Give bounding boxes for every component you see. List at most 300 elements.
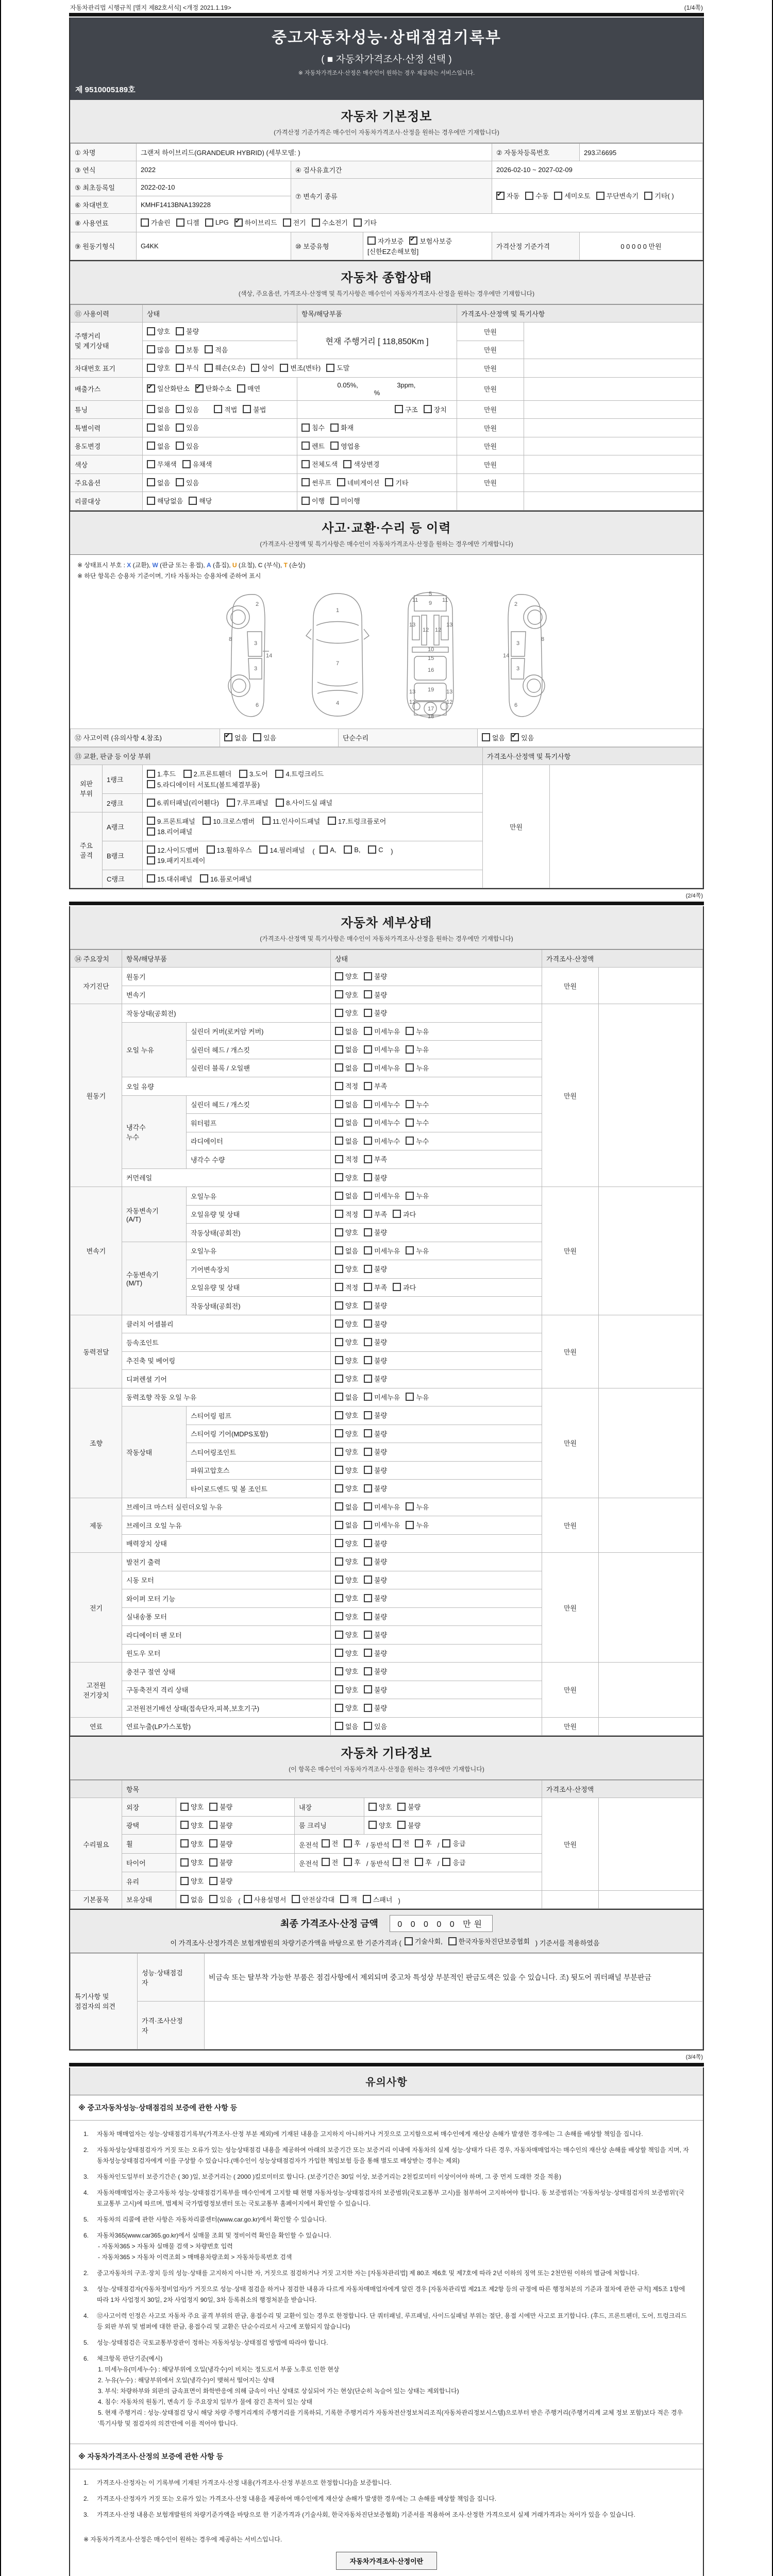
checkbox-불량[interactable]: [364, 1612, 387, 1621]
checkbox-icon[interactable]: [364, 1009, 372, 1017]
checkbox-icon[interactable]: [182, 460, 191, 468]
checkbox-icon[interactable]: [364, 1575, 372, 1584]
checkbox-10.크로스멤버[interactable]: [203, 816, 255, 826]
checkbox-icon[interactable]: [335, 1155, 343, 1163]
checkbox-icon[interactable]: [364, 1082, 372, 1090]
checkbox-icon[interactable]: [364, 1338, 372, 1346]
checkbox-icon[interactable]: [335, 1539, 343, 1547]
checkbox-일산화탄소[interactable]: [147, 383, 190, 393]
checkbox-icon[interactable]: [280, 364, 288, 372]
checkbox-양호[interactable]: [335, 1556, 358, 1566]
checkbox-icon[interactable]: [335, 1192, 343, 1200]
checkbox-icon[interactable]: [147, 827, 155, 836]
checkbox-icon[interactable]: [209, 1877, 217, 1885]
checkbox-미이행[interactable]: [330, 496, 360, 505]
checkbox-불량[interactable]: [364, 1483, 387, 1493]
checkbox-icon[interactable]: [176, 423, 184, 432]
checkbox-불량[interactable]: [364, 990, 387, 999]
checkbox-4.트렁크리드[interactable]: [275, 769, 324, 778]
checkbox-적정[interactable]: [335, 1154, 358, 1164]
checkbox-불량[interactable]: [364, 1630, 387, 1639]
checkbox-없음[interactable]: [335, 1136, 358, 1146]
checkbox-양호[interactable]: [335, 1429, 358, 1438]
checkbox-icon[interactable]: [312, 218, 320, 227]
checkbox-icon[interactable]: [147, 345, 155, 353]
checkbox-14.필러패널[interactable]: [259, 845, 305, 855]
checkbox-icon[interactable]: [364, 1228, 372, 1236]
checkbox-icon[interactable]: [364, 1722, 372, 1730]
checkbox-후[interactable]: [344, 1838, 361, 1848]
checkbox-icon[interactable]: [406, 1045, 414, 1054]
checkbox-icon[interactable]: [364, 1594, 372, 1602]
checkbox-icon[interactable]: [368, 1821, 377, 1829]
checkbox-양호[interactable]: [335, 1008, 358, 1018]
checkbox-양호[interactable]: [335, 1538, 358, 1548]
checkbox-icon[interactable]: [180, 1821, 189, 1829]
checkbox-부식[interactable]: [176, 363, 199, 372]
checkbox-icon[interactable]: [335, 1301, 343, 1310]
checkbox-없음[interactable]: [335, 1063, 358, 1073]
checkbox-icon[interactable]: [335, 1100, 343, 1108]
checkbox-없음[interactable]: [147, 404, 170, 414]
checkbox-icon[interactable]: [415, 1839, 423, 1848]
checkbox-불량[interactable]: [364, 1173, 387, 1182]
checkbox-icon[interactable]: [301, 460, 310, 468]
checkbox-해당[interactable]: [189, 496, 212, 505]
checkbox-icon[interactable]: [364, 1137, 372, 1145]
checkbox-없음[interactable]: [335, 1099, 358, 1109]
checkbox-icon[interactable]: [337, 478, 345, 486]
checkbox-13.휠하우스[interactable]: [207, 845, 252, 855]
checkbox-미세누수[interactable]: [364, 1117, 400, 1127]
checkbox-icon[interactable]: [335, 1557, 343, 1566]
checkbox-icon[interactable]: [335, 1009, 343, 1017]
checkbox-icon[interactable]: [364, 1411, 372, 1419]
checkbox-양호[interactable]: [335, 1465, 358, 1475]
checkbox-과다[interactable]: [393, 1282, 416, 1292]
checkbox-icon[interactable]: [335, 1210, 343, 1218]
checkbox-icon[interactable]: [147, 845, 155, 854]
checkbox-없음[interactable]: [335, 1392, 358, 1402]
checkbox-icon[interactable]: [364, 1100, 372, 1108]
checkbox-icon[interactable]: [409, 236, 417, 245]
checkbox-icon[interactable]: [364, 1118, 372, 1127]
checkbox-무채색[interactable]: [147, 459, 177, 469]
checkbox-양호[interactable]: [335, 1300, 358, 1310]
checkbox-icon[interactable]: [335, 1228, 343, 1236]
checkbox-불량[interactable]: [176, 326, 199, 336]
checkbox-불량[interactable]: [364, 1319, 387, 1329]
checkbox-icon[interactable]: [335, 972, 343, 980]
checkbox-icon[interactable]: [239, 770, 247, 778]
checkbox-icon[interactable]: [180, 1803, 189, 1811]
checkbox-LPG[interactable]: [205, 218, 229, 227]
checkbox-화재[interactable]: [330, 422, 354, 432]
checkbox-기타[interactable]: [354, 217, 377, 227]
checkbox-하이브리드[interactable]: [234, 217, 277, 227]
checkbox-미세누수[interactable]: [364, 1136, 400, 1146]
checkbox-icon[interactable]: [147, 770, 155, 778]
checkbox-있음[interactable]: [253, 733, 276, 742]
checkbox-유채색[interactable]: [182, 459, 212, 469]
checkbox-양호[interactable]: [335, 1355, 358, 1365]
checkbox-수동[interactable]: [525, 191, 548, 200]
checkbox-양호[interactable]: [147, 363, 170, 372]
checkbox-icon[interactable]: [442, 1858, 450, 1866]
checkbox-누유[interactable]: [406, 1502, 429, 1512]
checkbox-11.인사이드패널[interactable]: [262, 816, 320, 826]
checkbox-무단변속기[interactable]: [596, 191, 639, 200]
checkbox-누수[interactable]: [406, 1117, 429, 1127]
checkbox-icon[interactable]: [243, 405, 251, 413]
checkbox-icon[interactable]: [364, 1612, 372, 1620]
checkbox-영업용[interactable]: [330, 441, 360, 451]
checkbox-icon[interactable]: [364, 1246, 372, 1255]
checkbox-icon[interactable]: [364, 1356, 372, 1364]
checkbox-불량[interactable]: [209, 1839, 232, 1849]
checkbox-15.대쉬패널[interactable]: [147, 874, 192, 884]
checkbox-icon[interactable]: [176, 327, 184, 335]
checkbox-기타( )[interactable]: [644, 191, 674, 200]
checkbox-icon[interactable]: [367, 236, 376, 245]
checkbox-기타[interactable]: [385, 478, 408, 487]
checkbox-불량[interactable]: [364, 1337, 387, 1347]
checkbox-icon[interactable]: [343, 460, 351, 468]
checkbox-탄화수소[interactable]: [195, 383, 231, 393]
checkbox-icon[interactable]: [147, 817, 155, 825]
checkbox-icon[interactable]: [525, 192, 533, 200]
checkbox-자동[interactable]: [496, 191, 519, 200]
checkbox-미세누유[interactable]: [364, 1246, 400, 1256]
checkbox-icon[interactable]: [147, 384, 155, 393]
checkbox-icon[interactable]: [330, 442, 339, 450]
checkbox-icon[interactable]: [406, 1393, 414, 1401]
checkbox-icon[interactable]: [335, 1356, 343, 1364]
checkbox-불량[interactable]: [364, 1447, 387, 1456]
checkbox-색상변경[interactable]: [343, 459, 379, 469]
checkbox-icon[interactable]: [176, 405, 184, 413]
checkbox-icon[interactable]: [205, 364, 213, 372]
checkbox-불량[interactable]: [364, 1648, 387, 1658]
checkbox-icon[interactable]: [335, 1265, 343, 1273]
checkbox-icon[interactable]: [482, 733, 490, 741]
checkbox-icon[interactable]: [180, 1895, 189, 1903]
checkbox-없음[interactable]: [335, 1520, 358, 1530]
checkbox-icon[interactable]: [364, 1466, 372, 1474]
checkbox-icon[interactable]: [335, 1612, 343, 1620]
checkbox-2.프론트휀더[interactable]: [183, 769, 232, 778]
checkbox-icon[interactable]: [406, 1100, 414, 1108]
checkbox-icon[interactable]: [335, 1667, 343, 1675]
checkbox-icon[interactable]: [335, 1575, 343, 1584]
checkbox-icon[interactable]: [244, 1895, 252, 1903]
checkbox-전[interactable]: [393, 1838, 410, 1848]
checkbox-icon[interactable]: [496, 192, 505, 200]
checkbox-icon[interactable]: [183, 770, 192, 778]
checkbox-한국자동차진단보증협회[interactable]: [448, 1936, 530, 1946]
checkbox-있음[interactable]: [176, 441, 199, 451]
checkbox-적정[interactable]: [335, 1081, 358, 1091]
checkbox-icon[interactable]: [209, 1803, 217, 1811]
checkbox-icon[interactable]: [259, 845, 267, 854]
price-appraisal-info-button[interactable]: 자동차가격조사·산정이란: [336, 2552, 437, 2570]
checkbox-icon[interactable]: [364, 1155, 372, 1163]
checkbox-icon[interactable]: [406, 1192, 414, 1200]
checkbox-잭[interactable]: [340, 1894, 357, 1904]
checkbox-양호[interactable]: [335, 1593, 358, 1603]
checkbox-12.사이드멤버[interactable]: [147, 845, 199, 855]
checkbox-icon[interactable]: [393, 1283, 401, 1291]
checkbox-icon[interactable]: [335, 1063, 343, 1072]
checkbox-불량[interactable]: [397, 1820, 421, 1830]
checkbox-icon[interactable]: [147, 364, 155, 372]
checkbox-icon[interactable]: [397, 1803, 406, 1811]
checkbox-17.트렁크플로어[interactable]: [328, 816, 386, 826]
checkbox-icon[interactable]: [363, 1895, 371, 1903]
checkbox-양호[interactable]: [335, 1319, 358, 1329]
checkbox-양호[interactable]: [180, 1839, 204, 1849]
checkbox-icon[interactable]: [397, 1821, 406, 1829]
checkbox-상이[interactable]: [251, 363, 274, 372]
checkbox-가솔린[interactable]: [141, 217, 171, 227]
checkbox-불량[interactable]: [364, 1703, 387, 1713]
checkbox-icon[interactable]: [364, 1685, 372, 1693]
checkbox-썬루프[interactable]: [301, 478, 331, 487]
checkbox-icon[interactable]: [322, 1839, 330, 1848]
checkbox-응급[interactable]: [442, 1857, 465, 1867]
checkbox-누수[interactable]: [406, 1136, 429, 1146]
checkbox-icon[interactable]: [335, 1521, 343, 1529]
checkbox-19.패키지트레이[interactable]: [147, 855, 205, 865]
checkbox-미세누유[interactable]: [364, 1044, 400, 1054]
checkbox-양호[interactable]: [335, 1173, 358, 1182]
checkbox-있음[interactable]: [364, 1721, 387, 1731]
checkbox-양호[interactable]: [335, 990, 358, 999]
checkbox-icon[interactable]: [406, 1027, 414, 1035]
checkbox-icon[interactable]: [227, 799, 235, 807]
checkbox-안전삼각대[interactable]: [292, 1894, 334, 1904]
checkbox-A,[interactable]: [320, 845, 336, 854]
checkbox-자가보증[interactable]: [367, 236, 404, 246]
checkbox-불량[interactable]: [364, 1355, 387, 1365]
checkbox-icon[interactable]: [147, 799, 155, 807]
checkbox-도말[interactable]: [326, 363, 349, 372]
checkbox-icon[interactable]: [301, 478, 310, 486]
checkbox-icon[interactable]: [364, 1375, 372, 1383]
checkbox-icon[interactable]: [209, 1858, 217, 1867]
checkbox-icon[interactable]: [292, 1895, 300, 1903]
checkbox-icon[interactable]: [322, 1858, 330, 1866]
checkbox-불량[interactable]: [209, 1857, 232, 1867]
checkbox-9.프론트패널[interactable]: [147, 816, 195, 826]
checkbox-18.리어패널[interactable]: [147, 826, 192, 836]
checkbox-icon[interactable]: [205, 345, 213, 353]
checkbox-icon[interactable]: [335, 1082, 343, 1090]
checkbox-icon[interactable]: [234, 218, 243, 227]
checkbox-B,[interactable]: [344, 845, 360, 854]
checkbox-icon[interactable]: [364, 1283, 372, 1291]
checkbox-없음[interactable]: [147, 422, 170, 432]
checkbox-적법[interactable]: [214, 404, 237, 414]
checkbox-icon[interactable]: [330, 497, 339, 505]
checkbox-훼손(오손)[interactable]: [205, 363, 245, 372]
checkbox-icon[interactable]: [180, 1877, 189, 1885]
checkbox-양호[interactable]: [180, 1820, 204, 1830]
checkbox-없음[interactable]: [224, 733, 247, 742]
checkbox-후[interactable]: [344, 1857, 361, 1867]
checkbox-icon[interactable]: [344, 845, 352, 854]
checkbox-양호[interactable]: [368, 1820, 392, 1830]
checkbox-있음[interactable]: [209, 1894, 232, 1904]
checkbox-icon[interactable]: [364, 1045, 372, 1054]
checkbox-icon[interactable]: [335, 1502, 343, 1511]
checkbox-icon[interactable]: [393, 1858, 401, 1866]
checkbox-부족[interactable]: [364, 1209, 387, 1219]
checkbox-icon[interactable]: [415, 1858, 423, 1866]
checkbox-icon[interactable]: [301, 442, 310, 450]
checkbox-icon[interactable]: [405, 1937, 413, 1945]
checkbox-icon[interactable]: [335, 1137, 343, 1145]
checkbox-불량[interactable]: [364, 1008, 387, 1018]
checkbox-icon[interactable]: [364, 1301, 372, 1310]
checkbox-불량[interactable]: [364, 1556, 387, 1566]
checkbox-icon[interactable]: [335, 1466, 343, 1474]
checkbox-icon[interactable]: [335, 1027, 343, 1035]
checkbox-icon[interactable]: [368, 845, 376, 854]
checkbox-불량[interactable]: [364, 1374, 387, 1383]
checkbox-icon[interactable]: [176, 478, 184, 486]
checkbox-icon[interactable]: [335, 1283, 343, 1291]
checkbox-있음[interactable]: [176, 404, 199, 414]
checkbox-미세누수[interactable]: [364, 1099, 400, 1109]
checkbox-있음[interactable]: [176, 422, 199, 432]
checkbox-icon[interactable]: [364, 990, 372, 998]
checkbox-icon[interactable]: [224, 733, 232, 741]
checkbox-icon[interactable]: [176, 345, 184, 353]
checkbox-icon[interactable]: [364, 1192, 372, 1200]
checkbox-변조(변타)[interactable]: [280, 363, 321, 372]
checkbox-전[interactable]: [393, 1857, 410, 1867]
checkbox-렌트[interactable]: [301, 441, 325, 451]
checkbox-없음[interactable]: [335, 1191, 358, 1200]
checkbox-icon[interactable]: [364, 1265, 372, 1273]
checkbox-매연[interactable]: [237, 383, 260, 393]
checkbox-없음[interactable]: [180, 1894, 204, 1904]
checkbox-적정[interactable]: [335, 1282, 358, 1292]
checkbox-icon[interactable]: [335, 1594, 343, 1602]
checkbox-양호[interactable]: [335, 1264, 358, 1274]
checkbox-icon[interactable]: [205, 218, 213, 227]
checkbox-icon[interactable]: [301, 423, 310, 432]
checkbox-있음[interactable]: [511, 733, 534, 742]
checkbox-전체도색[interactable]: [301, 459, 338, 469]
checkbox-없음[interactable]: [335, 1246, 358, 1256]
checkbox-기술사회,[interactable]: [405, 1936, 443, 1946]
checkbox-양호[interactable]: [335, 1648, 358, 1658]
checkbox-1.후드[interactable]: [147, 769, 176, 778]
checkbox-누유[interactable]: [406, 1392, 429, 1402]
checkbox-6.쿼터패널(리어휀다)[interactable]: [147, 798, 219, 807]
checkbox-침수[interactable]: [301, 422, 325, 432]
checkbox-icon[interactable]: [554, 192, 562, 200]
checkbox-icon[interactable]: [364, 1539, 372, 1547]
checkbox-icon[interactable]: [344, 1858, 352, 1866]
checkbox-icon[interactable]: [406, 1137, 414, 1145]
checkbox-icon[interactable]: [368, 1803, 377, 1811]
checkbox-누유[interactable]: [406, 1063, 429, 1073]
checkbox-없음[interactable]: [335, 1117, 358, 1127]
checkbox-icon[interactable]: [344, 1839, 352, 1848]
checkbox-과다[interactable]: [393, 1209, 416, 1219]
checkbox-icon[interactable]: [335, 1393, 343, 1401]
checkbox-불량[interactable]: [364, 1575, 387, 1585]
checkbox-불량[interactable]: [209, 1876, 232, 1886]
checkbox-icon[interactable]: [364, 1210, 372, 1218]
checkbox-불량[interactable]: [364, 1666, 387, 1676]
checkbox-양호[interactable]: [335, 1666, 358, 1676]
checkbox-많음[interactable]: [147, 345, 170, 354]
checkbox-icon[interactable]: [176, 442, 184, 450]
checkbox-불량[interactable]: [364, 1429, 387, 1438]
checkbox-icon[interactable]: [189, 497, 197, 505]
checkbox-icon[interactable]: [209, 1821, 217, 1829]
checkbox-icon[interactable]: [406, 1502, 414, 1511]
checkbox-전기[interactable]: [283, 217, 306, 227]
checkbox-구조[interactable]: [395, 404, 418, 414]
checkbox-icon[interactable]: [395, 405, 403, 413]
checkbox-없음[interactable]: [147, 441, 170, 451]
checkbox-icon[interactable]: [147, 856, 155, 865]
checkbox-icon[interactable]: [335, 1246, 343, 1255]
checkbox-후[interactable]: [415, 1838, 432, 1848]
checkbox-icon[interactable]: [448, 1937, 457, 1945]
checkbox-장치[interactable]: [424, 404, 447, 414]
checkbox-icon[interactable]: [251, 364, 259, 372]
checkbox-부족[interactable]: [364, 1081, 387, 1091]
checkbox-icon[interactable]: [214, 405, 222, 413]
checkbox-누유[interactable]: [406, 1246, 429, 1256]
checkbox-icon[interactable]: [207, 845, 215, 854]
checkbox-불량[interactable]: [209, 1820, 232, 1830]
checkbox-icon[interactable]: [147, 442, 155, 450]
checkbox-icon[interactable]: [200, 874, 208, 883]
checkbox-없음[interactable]: [335, 1721, 358, 1731]
checkbox-양호[interactable]: [335, 1630, 358, 1639]
checkbox-누유[interactable]: [406, 1026, 429, 1036]
checkbox-불량[interactable]: [364, 1410, 387, 1420]
checkbox-전[interactable]: [322, 1857, 339, 1867]
checkbox-icon[interactable]: [209, 1839, 217, 1848]
checkbox-icon[interactable]: [209, 1895, 217, 1903]
checkbox-양호[interactable]: [335, 1703, 358, 1713]
checkbox-icon[interactable]: [424, 405, 432, 413]
checkbox-없음[interactable]: [335, 1502, 358, 1512]
checkbox-icon[interactable]: [335, 1631, 343, 1639]
checkbox-icon[interactable]: [385, 478, 393, 486]
checkbox-icon[interactable]: [335, 1173, 343, 1181]
checkbox-icon[interactable]: [335, 1045, 343, 1054]
checkbox-icon[interactable]: [393, 1210, 401, 1218]
checkbox-icon[interactable]: [301, 497, 310, 505]
checkbox-icon[interactable]: [176, 218, 184, 227]
checkbox-icon[interactable]: [335, 1319, 343, 1328]
checkbox-미세누유[interactable]: [364, 1191, 400, 1200]
checkbox-icon[interactable]: [354, 218, 362, 227]
checkbox-icon[interactable]: [275, 770, 283, 778]
checkbox-icon[interactable]: [335, 1704, 343, 1712]
checkbox-icon[interactable]: [330, 423, 339, 432]
checkbox-icon[interactable]: [195, 384, 204, 393]
